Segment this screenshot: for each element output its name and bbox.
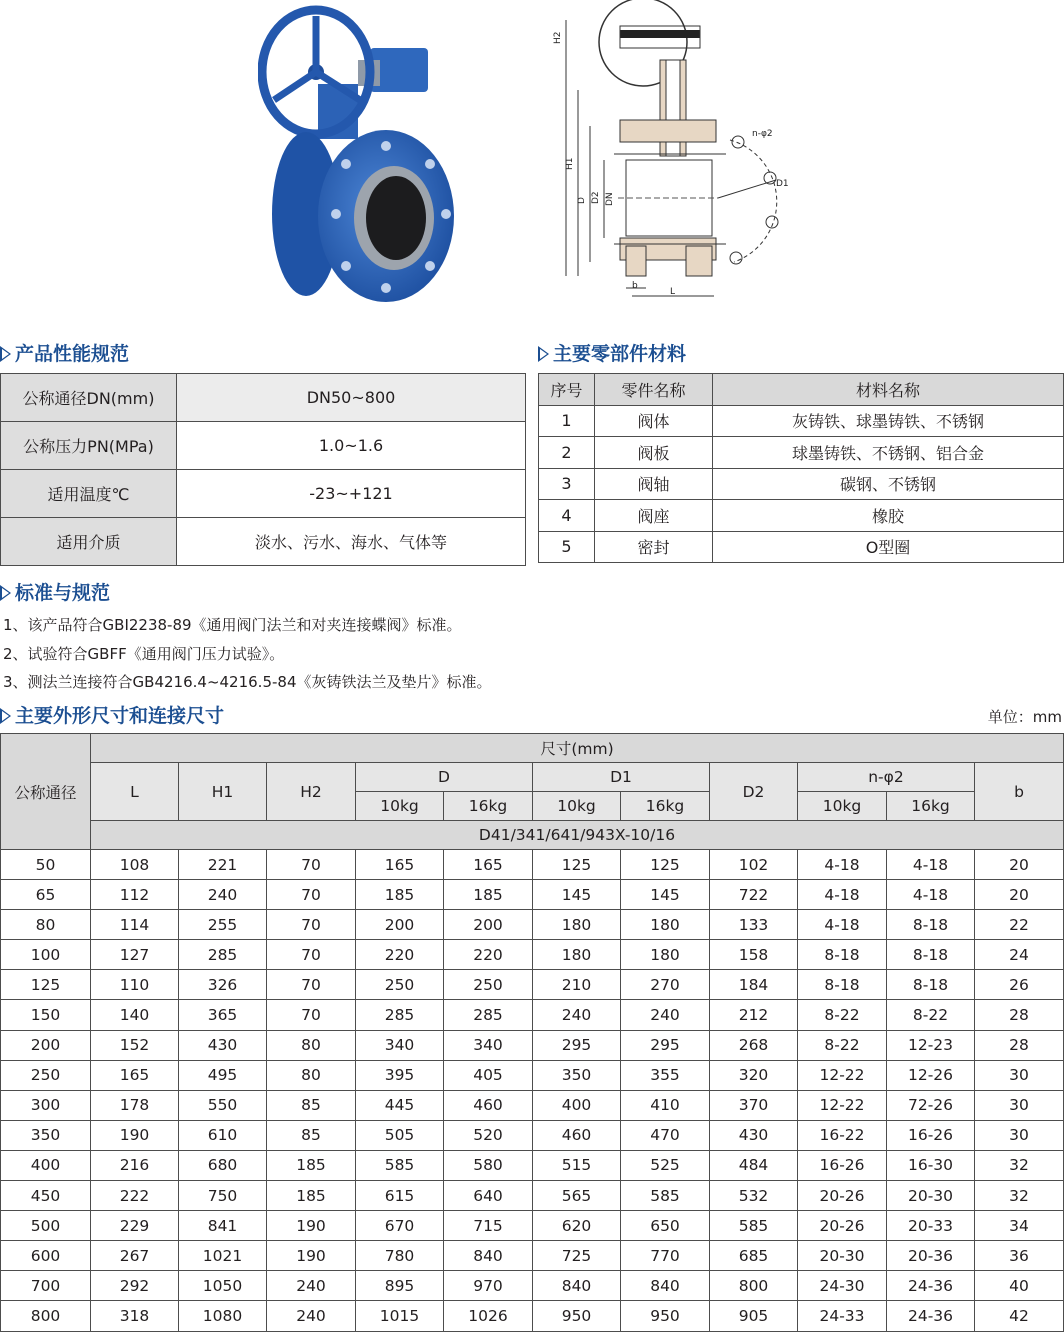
table-cell: 110 (91, 970, 179, 1000)
table-cell: 125 (1, 970, 91, 1000)
table-cell: 80 (267, 1030, 356, 1060)
table-cell: 340 (356, 1030, 444, 1060)
table-cell: 灰铸铁、球墨铸铁、不锈钢 (713, 405, 1064, 437)
table-cell: 12-26 (887, 1060, 975, 1090)
dimensions-section-title: 主要外形尺寸和连接尺寸 (0, 704, 224, 728)
table-row (1, 374, 526, 422)
table-cell: 585 (710, 1211, 798, 1241)
table-cell: 285 (356, 1000, 444, 1030)
table-cell: 20-36 (887, 1241, 975, 1271)
standard-line: 2、试验符合GBFF《通用阀门压力试验》。 (3, 645, 285, 663)
table-cell: 145 (533, 880, 621, 910)
table-row (1, 518, 526, 566)
table-cell: 770 (621, 1241, 710, 1271)
triangle-bullet-icon (0, 585, 11, 601)
column-header-h2: H2 (267, 763, 356, 821)
table-cell: 520 (444, 1120, 533, 1150)
table-cell: 4 (539, 500, 595, 532)
table-cell: 190 (267, 1211, 356, 1241)
column-header-size: 尺寸(mm) (91, 734, 1064, 763)
table-cell: 190 (91, 1120, 179, 1150)
table-cell: 725 (533, 1241, 621, 1271)
table-cell: 685 (710, 1241, 798, 1271)
table-cell: 285 (179, 940, 267, 970)
table-header-row (539, 374, 1064, 406)
table-cell: 240 (267, 1271, 356, 1301)
table-cell: 585 (356, 1150, 444, 1180)
table-cell: 700 (1, 1271, 91, 1301)
table-row (1, 940, 1064, 970)
table-cell: 250 (444, 970, 533, 1000)
table-cell: 20 (975, 850, 1064, 880)
table-row (539, 531, 1064, 563)
table-cell: 178 (91, 1090, 179, 1120)
table-cell: 185 (356, 880, 444, 910)
table-cell: 484 (710, 1150, 798, 1180)
table-cell: 20-26 (798, 1181, 887, 1211)
table-cell: 4-18 (887, 850, 975, 880)
table-row (1, 880, 1064, 910)
drawing-label-d2: D2 (591, 191, 601, 204)
table-cell: 326 (179, 970, 267, 1000)
table-cell: 40 (975, 1271, 1064, 1301)
table-cell: 85 (267, 1120, 356, 1150)
column-header-10kg: 10kg (798, 792, 887, 821)
table-cell: 500 (1, 1211, 91, 1241)
table-cell: 800 (1, 1301, 91, 1331)
column-header-l: L (91, 763, 179, 821)
table-cell: 8-18 (887, 970, 975, 1000)
table-cell: 8-22 (798, 1030, 887, 1060)
table-cell: 600 (1, 1241, 91, 1271)
table-row (1, 1271, 1064, 1301)
table-cell: 70 (267, 850, 356, 880)
table-cell: 250 (1, 1060, 91, 1090)
table-cell: 165 (444, 850, 533, 880)
table-cell: 24-33 (798, 1301, 887, 1331)
unit-label: 单位：mm (987, 708, 1062, 726)
column-header-16kg: 16kg (887, 792, 975, 821)
table-row (1, 1090, 1064, 1120)
drawing-label-dn: DN (605, 192, 615, 206)
table-cell: 100 (1, 940, 91, 970)
table-cell: 840 (533, 1271, 621, 1301)
table-cell: 220 (444, 940, 533, 970)
table-cell: 515 (533, 1150, 621, 1180)
table-cell: 295 (621, 1030, 710, 1060)
table-cell: 12-22 (798, 1060, 887, 1090)
triangle-bullet-icon (0, 346, 11, 362)
table-cell: 185 (267, 1150, 356, 1180)
table-cell: 24 (975, 940, 1064, 970)
table-row (1, 422, 526, 470)
perf-label: 公称压力PN(MPa) (1, 422, 177, 470)
table-cell: 180 (621, 940, 710, 970)
table-cell: 610 (179, 1120, 267, 1150)
drawing-label-n-phi2: n-φ2 (752, 129, 773, 139)
materials-table (538, 373, 1064, 563)
table-cell: 12-23 (887, 1030, 975, 1060)
table-cell: 365 (179, 1000, 267, 1030)
table-cell: 8-22 (887, 1000, 975, 1030)
table-cell: 185 (267, 1181, 356, 1211)
table-row (1, 1150, 1064, 1180)
table-cell: 4-18 (887, 880, 975, 910)
table-cell: 橡胶 (713, 500, 1064, 532)
table-row (1, 1211, 1064, 1241)
drawing-label-d1: D1 (776, 179, 789, 189)
table-cell: 400 (533, 1090, 621, 1120)
performance-section-title: 产品性能规范 (0, 342, 129, 366)
column-header-d2: D2 (710, 763, 798, 821)
table-cell: 180 (533, 910, 621, 940)
table-cell: 125 (621, 850, 710, 880)
table-cell: 16-26 (798, 1150, 887, 1180)
table-cell: 184 (710, 970, 798, 1000)
table-cell: 780 (356, 1241, 444, 1271)
table-row (1, 1181, 1064, 1211)
table-cell: 16-22 (798, 1120, 887, 1150)
table-cell: 8-18 (887, 910, 975, 940)
table-cell: 840 (621, 1271, 710, 1301)
performance-table (0, 373, 526, 566)
table-cell: 32 (975, 1150, 1064, 1180)
table-row (1, 1301, 1064, 1331)
column-header-nominal: 公称通径 (1, 734, 91, 850)
table-cell: 650 (621, 1211, 710, 1241)
table-cell: 370 (710, 1090, 798, 1120)
table-cell: 320 (710, 1060, 798, 1090)
valve-product-photo (258, 4, 458, 314)
table-cell: 445 (356, 1090, 444, 1120)
table-cell: 395 (356, 1060, 444, 1090)
table-cell: 22 (975, 910, 1064, 940)
table-cell: O型圈 (713, 531, 1064, 563)
table-cell: 615 (356, 1181, 444, 1211)
table-cell: 108 (91, 850, 179, 880)
table-cell: 950 (533, 1301, 621, 1331)
table-cell: 222 (91, 1181, 179, 1211)
table-cell: 220 (356, 940, 444, 970)
table-cell: 1026 (444, 1301, 533, 1331)
table-cell: 70 (267, 880, 356, 910)
perf-value: 1.0~1.6 (177, 422, 526, 470)
table-cell: 125 (533, 850, 621, 880)
table-cell: 20-33 (887, 1211, 975, 1241)
table-cell: 32 (975, 1181, 1064, 1211)
table-cell: 3 (539, 468, 595, 500)
table-cell: 24-36 (887, 1301, 975, 1331)
table-row (539, 437, 1064, 469)
table-cell: 470 (621, 1120, 710, 1150)
table-cell: 267 (91, 1241, 179, 1271)
table-cell: 505 (356, 1120, 444, 1150)
table-cell: 350 (1, 1120, 91, 1150)
table-cell: 460 (444, 1090, 533, 1120)
table-cell: 680 (179, 1150, 267, 1180)
column-header-16kg: 16kg (621, 792, 710, 821)
table-cell: 16-26 (887, 1120, 975, 1150)
table-cell: 270 (621, 970, 710, 1000)
table-cell: 4-18 (798, 910, 887, 940)
table-cell: 1080 (179, 1301, 267, 1331)
table-cell: 165 (356, 850, 444, 880)
table-cell: 905 (710, 1301, 798, 1331)
table-cell: 350 (533, 1060, 621, 1090)
table-cell: 150 (1, 1000, 91, 1030)
table-cell: 70 (267, 970, 356, 1000)
table-cell: 158 (710, 940, 798, 970)
table-cell: 8-18 (798, 970, 887, 1000)
perf-value: -23~+121 (177, 470, 526, 518)
table-cell: 133 (710, 910, 798, 940)
column-header: 零件名称 (595, 374, 713, 406)
table-cell: 8-22 (798, 1000, 887, 1030)
table-cell: 20-30 (798, 1241, 887, 1271)
table-cell: 210 (533, 970, 621, 1000)
table-cell: 190 (267, 1241, 356, 1271)
column-header-10kg: 10kg (533, 792, 621, 821)
table-cell: 42 (975, 1301, 1064, 1331)
table-cell: 12-22 (798, 1090, 887, 1120)
drawing-label-d: D (577, 197, 587, 204)
table-cell: 2 (539, 437, 595, 469)
table-cell: 300 (1, 1090, 91, 1120)
table-row (1, 1030, 1064, 1060)
table-cell: 8-18 (887, 940, 975, 970)
table-cell: 670 (356, 1211, 444, 1241)
table-cell: 114 (91, 910, 179, 940)
table-cell: 255 (179, 910, 267, 940)
table-cell: 410 (621, 1090, 710, 1120)
table-cell: 722 (710, 880, 798, 910)
table-cell: 640 (444, 1181, 533, 1211)
table-cell: 450 (1, 1181, 91, 1211)
table-cell: 16-30 (887, 1150, 975, 1180)
column-header: 序号 (539, 374, 595, 406)
table-cell: 4-18 (798, 850, 887, 880)
table-header-row (1, 821, 1064, 850)
drawing-label-h2: H2 (553, 31, 563, 44)
column-header-n-phi2: n-φ2 (798, 763, 975, 792)
table-cell: 620 (533, 1211, 621, 1241)
table-cell: 28 (975, 1000, 1064, 1030)
table-row (1, 1241, 1064, 1271)
table-cell: 165 (91, 1060, 179, 1090)
table-cell: 20 (975, 880, 1064, 910)
table-cell: 70 (267, 1000, 356, 1030)
table-cell: 8-18 (798, 940, 887, 970)
table-cell: 30 (975, 1120, 1064, 1150)
column-header-16kg: 16kg (444, 792, 533, 821)
table-cell: 30 (975, 1060, 1064, 1090)
table-cell: 585 (621, 1181, 710, 1211)
table-cell: 495 (179, 1060, 267, 1090)
table-header-row (1, 734, 1064, 763)
table-cell: 阀板 (595, 437, 713, 469)
column-header: 材料名称 (713, 374, 1064, 406)
table-cell: 841 (179, 1211, 267, 1241)
table-row (1, 910, 1064, 940)
table-cell: 950 (621, 1301, 710, 1331)
triangle-bullet-icon (0, 708, 11, 724)
perf-value: 淡水、污水、海水、气体等 (177, 518, 526, 566)
table-cell: 阀座 (595, 500, 713, 532)
table-cell: 250 (356, 970, 444, 1000)
table-cell: 292 (91, 1271, 179, 1301)
column-header-d: D (356, 763, 533, 792)
table-cell: 800 (710, 1271, 798, 1301)
standard-line: 1、该产品符合GBI2238-89《通用阀门法兰和对夹连接蝶阀》标准。 (3, 616, 462, 634)
table-cell: 340 (444, 1030, 533, 1060)
table-cell: 1050 (179, 1271, 267, 1301)
table-cell: 268 (710, 1030, 798, 1060)
table-cell: 70 (267, 910, 356, 940)
triangle-bullet-icon (538, 346, 549, 362)
table-cell: 355 (621, 1060, 710, 1090)
table-cell: 221 (179, 850, 267, 880)
table-cell: 580 (444, 1150, 533, 1180)
table-cell: 72-26 (887, 1090, 975, 1120)
table-cell: 285 (444, 1000, 533, 1030)
column-header-10kg: 10kg (356, 792, 444, 821)
table-cell: 阀体 (595, 405, 713, 437)
table-cell: 24-36 (887, 1271, 975, 1301)
table-cell: 112 (91, 880, 179, 910)
table-row (1, 1060, 1064, 1090)
table-row (1, 1120, 1064, 1150)
perf-label: 适用温度℃ (1, 470, 177, 518)
table-cell: 球墨铸铁、不锈钢、铝合金 (713, 437, 1064, 469)
table-cell: 85 (267, 1090, 356, 1120)
table-cell: 216 (91, 1150, 179, 1180)
table-cell: 405 (444, 1060, 533, 1090)
table-row (539, 468, 1064, 500)
drawing-label-h1: H1 (565, 157, 575, 170)
table-cell: 1 (539, 405, 595, 437)
perf-label: 适用介质 (1, 518, 177, 566)
table-cell: 1015 (356, 1301, 444, 1331)
table-row (1, 1000, 1064, 1030)
table-cell: 240 (533, 1000, 621, 1030)
table-cell: 229 (91, 1211, 179, 1241)
table-cell: 550 (179, 1090, 267, 1120)
table-cell: 127 (91, 940, 179, 970)
table-row (1, 850, 1064, 880)
perf-value: DN50~800 (177, 374, 526, 422)
standard-line: 3、测法兰连接符合GB4216.4~4216.5-84《灰铸铁法兰及垫片》标准。 (3, 673, 492, 691)
table-row (1, 970, 1064, 1000)
table-cell: 715 (444, 1211, 533, 1241)
table-cell: 4-18 (798, 880, 887, 910)
table-cell: 1021 (179, 1241, 267, 1271)
table-cell: 36 (975, 1241, 1064, 1271)
column-header-b: b (975, 763, 1064, 821)
table-cell: 50 (1, 850, 91, 880)
table-cell: 34 (975, 1211, 1064, 1241)
table-cell: 840 (444, 1241, 533, 1271)
table-cell: 152 (91, 1030, 179, 1060)
drawing-label-l: L (670, 287, 676, 297)
table-cell: 240 (267, 1301, 356, 1331)
table-cell: 20-26 (798, 1211, 887, 1241)
drawing-label-b: b (632, 281, 638, 291)
table-cell: 970 (444, 1271, 533, 1301)
perf-label: 公称通径DN(mm) (1, 374, 177, 422)
table-cell: 80 (1, 910, 91, 940)
valve-technical-drawing (548, 0, 798, 305)
table-cell: 26 (975, 970, 1064, 1000)
table-cell: 200 (1, 1030, 91, 1060)
table-cell: 895 (356, 1271, 444, 1301)
table-cell: 212 (710, 1000, 798, 1030)
table-cell: 200 (444, 910, 533, 940)
table-cell: 80 (267, 1060, 356, 1090)
table-cell: 24-30 (798, 1271, 887, 1301)
table-row (539, 500, 1064, 532)
table-cell: 400 (1, 1150, 91, 1180)
column-header-h1: H1 (179, 763, 267, 821)
table-cell: 525 (621, 1150, 710, 1180)
table-cell: 145 (621, 880, 710, 910)
materials-section-title: 主要零部件材料 (538, 342, 686, 366)
table-row (1, 470, 526, 518)
table-cell: 460 (533, 1120, 621, 1150)
table-cell: 295 (533, 1030, 621, 1060)
table-cell: 565 (533, 1181, 621, 1211)
table-cell: 200 (356, 910, 444, 940)
table-cell: 28 (975, 1030, 1064, 1060)
table-cell: 430 (710, 1120, 798, 1150)
table-header-row (1, 763, 1064, 792)
table-cell: 185 (444, 880, 533, 910)
column-header-d1: D1 (533, 763, 710, 792)
table-cell: 140 (91, 1000, 179, 1030)
table-cell: 532 (710, 1181, 798, 1211)
table-cell: 318 (91, 1301, 179, 1331)
table-cell: 5 (539, 531, 595, 563)
table-row (539, 405, 1064, 437)
table-cell: 碳钢、不锈钢 (713, 468, 1064, 500)
table-cell: 阀轴 (595, 468, 713, 500)
dimensions-table (0, 733, 1064, 1332)
table-cell: 30 (975, 1090, 1064, 1120)
table-cell: 102 (710, 850, 798, 880)
table-cell: 20-30 (887, 1181, 975, 1211)
table-cell: 180 (621, 910, 710, 940)
standards-section-title: 标准与规范 (0, 581, 110, 605)
table-cell: 240 (179, 880, 267, 910)
model-number-header: D41/341/641/943X-10/16 (91, 821, 1064, 850)
table-cell: 750 (179, 1181, 267, 1211)
table-cell: 430 (179, 1030, 267, 1060)
table-cell: 密封 (595, 531, 713, 563)
table-cell: 180 (533, 940, 621, 970)
table-cell: 70 (267, 940, 356, 970)
table-cell: 65 (1, 880, 91, 910)
table-cell: 240 (621, 1000, 710, 1030)
